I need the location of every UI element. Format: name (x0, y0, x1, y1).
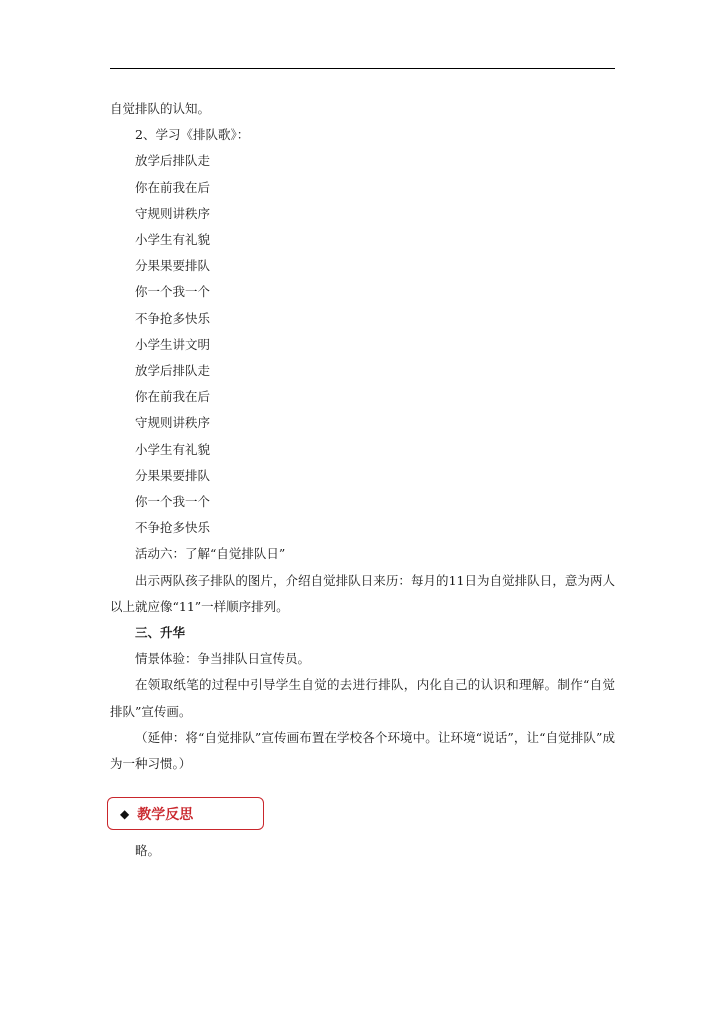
reflection-text: 略。 (135, 843, 161, 858)
song-line: 分果果要排队 (135, 467, 211, 483)
song-line: 小学生有礼貌 (135, 441, 211, 457)
song-line: 你在前我在后 (135, 389, 211, 405)
song-line: 守规则讲秩序 (135, 415, 211, 431)
song-line: 守规则讲秩序 (135, 205, 211, 221)
song-heading: 2、学习《排队歌》： (135, 127, 250, 143)
activity-description: 出示两队孩子排队的图片，介绍自觉排队日来历：每月的11日为自觉排队日，意为两人以上就应像“11”一样顺序排列。 (110, 572, 615, 614)
section-three-heading: 三、升华 (135, 625, 186, 641)
reflection-title: 教学反思 (137, 806, 194, 823)
reflection-section-box (107, 797, 264, 830)
scenario-text: 情景体验：争当排队日宣传员。 (135, 651, 311, 667)
song-line: 你一个我一个 (135, 494, 211, 510)
song-line: 小学生讲文明 (135, 336, 211, 352)
song-line: 不争抢多快乐 (135, 520, 211, 536)
text-line: 自觉排队的认知。 (110, 101, 211, 116)
practice-text: 在领取纸笔的过程中引导学生自觉的去进行排队，内化自己的认识和理解。制作“自觉排队”宣传画。 (110, 677, 615, 719)
header-rule (110, 68, 615, 69)
diamond-icon: ◆ (120, 806, 130, 821)
song-line: 你在前我在后 (135, 179, 211, 195)
song-line: 不争抢多快乐 (135, 310, 211, 326)
song-line: 你一个我一个 (135, 284, 211, 300)
song-line: 放学后排队走 (135, 363, 211, 379)
song-line: 放学后排队走 (135, 153, 211, 169)
document-body (110, 96, 615, 777)
extension-text: （延伸：将“自觉排队”宣传画布置在学校各个环境中。让环境“说话”，让“自觉排队”成为一种习惯。） (110, 729, 615, 772)
activity-heading: 活动六：了解“自觉排队日” (135, 546, 286, 562)
song-line: 分果果要排队 (135, 258, 211, 274)
song-line: 小学生有礼貌 (135, 232, 211, 248)
